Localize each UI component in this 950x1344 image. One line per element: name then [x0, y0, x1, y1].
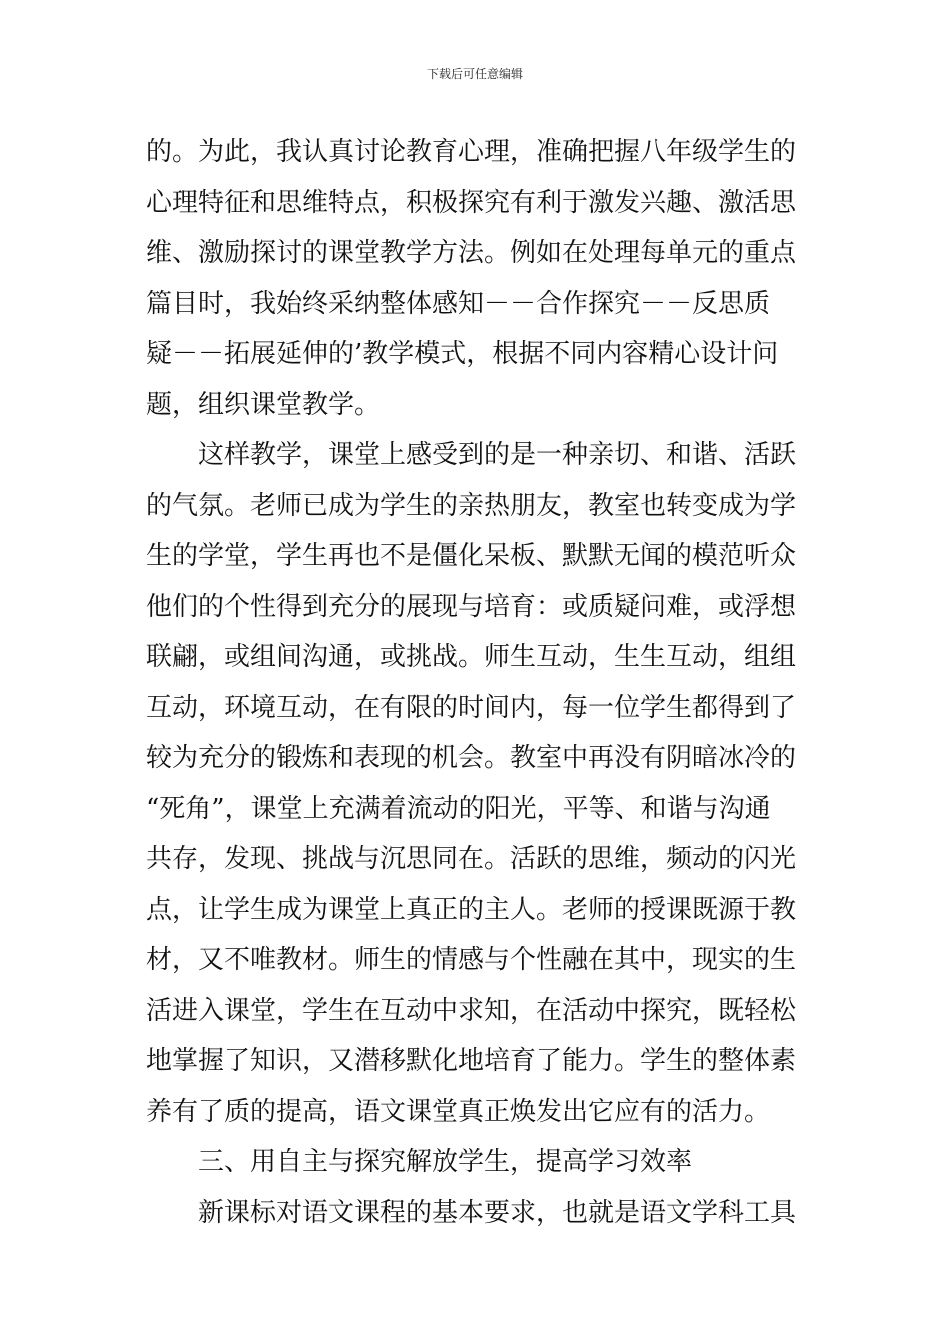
paragraph-first-line: 这样教学，课堂上感受到的是一种亲切、和谐、活跃 — [198, 440, 797, 470]
document-body — [146, 127, 808, 1238]
text-line: 心理特征和思维特点，积极探究有利于激发兴趣、激活思 — [146, 187, 797, 218]
text-line: 养有了质的提高，语文课堂真正焕发出它应有的活力。 — [146, 1096, 771, 1127]
text-line: 地掌握了知识，又潜移默化地培育了能力。学生的整体素 — [146, 1046, 797, 1076]
text-line: 生的学堂，学生再也不是僵化呆板、默默无闻的模范听众 — [146, 541, 797, 571]
text-line: 点，让学生成为课堂上真正的主人。老师的授课既源于教 — [146, 894, 797, 925]
paragraph-first-line: 新课标对语文课程的基本要求，也就是语文学科工具 — [198, 1197, 797, 1228]
text-line: 题，组织课堂教学。 — [146, 389, 381, 420]
text-line: 较为充分的锻炼和表现的机会。教室中再没有阴暗冰冷的 — [146, 743, 797, 773]
text-line: 共存，发现、挑战与沉思同在。活跃的思维，频动的闪光 — [146, 844, 797, 874]
text-line: “死角”，课堂上充满着流动的阳光，平等、和谐与沟通 — [146, 793, 771, 824]
page-header: 下载后可任意编辑 — [426, 67, 523, 81]
text-line: 篇目时，我始终采纳整体感知－－合作探究－－反思质 — [146, 288, 771, 319]
text-line: 互动，环境互动，在有限的时间内，每一位学生都得到了 — [146, 692, 797, 723]
text-line: 维、激励探讨的课堂教学方法。例如在处理每单元的重点 — [146, 238, 797, 268]
section-heading: 三、用自主与探究解放学生，提高学习效率 — [198, 1147, 693, 1177]
text-line: 的气氛。老师已成为学生的亲热朋友，教室也转变成为学 — [146, 490, 797, 521]
text-line: 联翩，或组间沟通，或挑战。师生互动，生生互动，组组 — [146, 642, 797, 672]
text-line: 活进入课堂，学生在互动中求知，在活动中探究，既轻松 — [146, 995, 797, 1026]
text-line: 的。为此，我认真讨论教育心理，准确把握八年级学生的 — [146, 137, 797, 167]
text-line: 材，又不唯教材。师生的情感与个性融在其中，现实的生 — [146, 945, 797, 975]
text-line: 他们的个性得到充分的展现与培育：或质疑问难，或浮想 — [146, 591, 797, 622]
text-line: 疑－－拓展延伸的’教学模式，根据不同内容精心设计问 — [146, 339, 779, 369]
